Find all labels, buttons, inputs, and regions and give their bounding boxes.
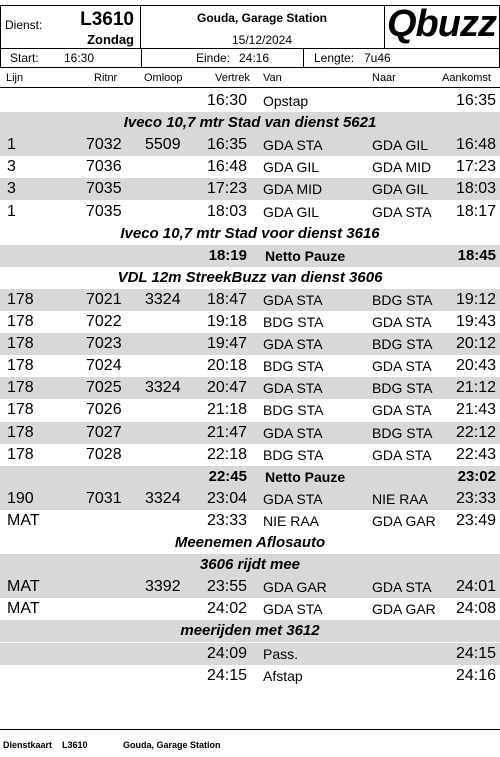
start-label: Start:	[10, 51, 39, 65]
lengte-label: Lengte:	[314, 51, 355, 65]
cell-van: GDA GAR	[263, 579, 327, 595]
start-value: 16:30	[64, 51, 95, 65]
cell-ritnr: 7036	[86, 158, 122, 175]
cell-ritnr: 7028	[86, 446, 122, 463]
cell-van: GDA GIL	[263, 204, 320, 220]
table-row	[0, 178, 500, 200]
col-lijn: Lijn	[6, 72, 24, 84]
pause-label: Netto Pauze	[265, 248, 346, 264]
cell-omloop: 3324	[145, 490, 181, 507]
cell-aankomst: 19:43	[455, 313, 496, 330]
footer-label: Dienstkaart	[3, 740, 53, 750]
cell-ritnr: 7023	[86, 335, 122, 352]
pause-end: 23:02	[457, 468, 496, 485]
cell-aankomst: 23:49	[455, 512, 496, 529]
cell-naar: GDA GAR	[372, 601, 436, 617]
cell-lijn: 190	[7, 490, 34, 507]
cell-lijn: 3	[7, 158, 16, 175]
cell-lijn: 178	[7, 446, 34, 463]
table-row	[0, 422, 500, 444]
cell-omloop: 5509	[145, 136, 181, 153]
cell-van: GDA STA	[263, 137, 323, 153]
col-vertrek: Vertrek	[215, 72, 250, 84]
cell-aankomst: 21:43	[455, 401, 496, 418]
col-naar: Naar	[372, 72, 396, 84]
cell-omloop: 3392	[145, 578, 181, 595]
cell-ritnr: 7022	[86, 313, 122, 330]
table-row	[0, 510, 500, 532]
cell-ritnr: 7031	[86, 490, 122, 507]
cell-ritnr: 7027	[86, 424, 122, 441]
cell-lijn: 178	[7, 335, 34, 352]
cell-aankomst: 22:43	[455, 446, 496, 463]
cell-vertrek: 18:47	[206, 291, 247, 308]
table-row	[0, 156, 500, 178]
cell-naar: BDG STA	[372, 380, 433, 396]
cell-vertrek: 17:23	[206, 180, 247, 197]
cell-omloop: 3324	[145, 291, 181, 308]
col-ritnr: Ritnr	[94, 72, 118, 84]
table-row	[0, 201, 500, 223]
col-aankomst: Aankomst	[442, 72, 491, 84]
pause-label: Netto Pauze	[265, 469, 346, 485]
cell-van: BDG STA	[263, 314, 324, 330]
cell-lijn: MAT	[7, 512, 40, 529]
cell-ritnr: 7035	[86, 180, 122, 197]
pause-start: 18:19	[208, 247, 247, 264]
cell-naar: GDA STA	[372, 204, 432, 220]
cell-aankomst: 17:23	[455, 158, 496, 175]
table-row	[0, 289, 500, 311]
lengte-value: 7u46	[364, 51, 391, 65]
table-row	[0, 444, 500, 466]
cell-van: GDA STA	[263, 336, 323, 352]
cell-aankomst: 20:12	[455, 335, 496, 352]
pause-row	[0, 466, 500, 488]
cell-naar: NIE RAA	[372, 491, 429, 507]
cell-aankomst: 23:33	[455, 490, 496, 507]
table-row	[0, 377, 500, 399]
cell-vertrek: 16:35	[206, 136, 247, 153]
cell-aankomst: 24:01	[455, 578, 496, 595]
cell-lijn: 1	[7, 203, 16, 220]
cell-vertrek: 23:55	[206, 578, 247, 595]
cell-aankomst: 18:17	[455, 203, 496, 220]
cell-aankomst: 19:12	[455, 291, 496, 308]
cell-vertrek: 24:02	[206, 600, 247, 617]
section-title: VDL 12m StreekBuzz van dienst 3606	[117, 269, 383, 286]
cell-lijn: MAT	[7, 600, 40, 617]
cell-naar: BDG STA	[372, 292, 433, 308]
day-label: Zondag	[87, 32, 134, 47]
section-title: Iveco 10,7 mtr Stad van dienst 5621	[123, 114, 377, 131]
cell-vertrek: 21:47	[206, 424, 247, 441]
cell-naar: GDA GAR	[372, 513, 436, 529]
cell-naar: BDG STA	[372, 336, 433, 352]
cell-ritnr: 7024	[86, 357, 122, 374]
cell-aankomst: 24:16	[455, 667, 496, 684]
qbuzz-logo: Qbuzz	[387, 3, 496, 45]
pause-start: 22:45	[208, 468, 247, 485]
cell-aankomst: 21:12	[455, 379, 496, 396]
cell-van: Afstap	[263, 668, 303, 684]
footer-location: Gouda, Garage Station	[123, 740, 221, 750]
cell-lijn: MAT	[7, 578, 40, 595]
cell-vertrek: 19:47	[206, 335, 247, 352]
cell-van: Pass.	[263, 646, 299, 662]
footer	[0, 729, 500, 757]
table-row	[0, 576, 500, 598]
col-omloop: Omloop	[144, 72, 183, 84]
table-row	[0, 134, 500, 156]
section-header	[0, 532, 500, 554]
cell-lijn: 178	[7, 291, 34, 308]
schedule-table	[0, 90, 500, 710]
cell-lijn: 178	[7, 357, 34, 374]
table-row	[0, 643, 500, 665]
cell-aankomst: 18:03	[455, 180, 496, 197]
cell-lijn: 178	[7, 379, 34, 396]
divider	[141, 49, 142, 67]
table-row	[0, 399, 500, 421]
section-title: Iveco 10,7 mtr Stad voor dienst 3616	[120, 225, 380, 242]
cell-lijn: 178	[7, 313, 34, 330]
section-title: 3606 rijdt mee	[199, 556, 301, 573]
table-row	[0, 665, 500, 687]
cell-naar: GDA STA	[372, 579, 432, 595]
location-title: Gouda, Garage Station	[196, 11, 328, 25]
cell-lijn: 3	[7, 180, 16, 197]
location-box	[140, 5, 385, 49]
section-header	[0, 112, 500, 134]
cell-vertrek: 23:33	[206, 512, 247, 529]
cell-van: GDA STA	[263, 601, 323, 617]
cell-ritnr: 7025	[86, 379, 122, 396]
pause-end: 18:45	[457, 247, 496, 264]
cell-naar: GDA MID	[372, 159, 432, 175]
cell-vertrek: 21:18	[206, 401, 247, 418]
einde-value: 24:16	[239, 51, 270, 65]
cell-ritnr: 7021	[86, 291, 122, 308]
cell-van: GDA GIL	[263, 159, 320, 175]
cell-lijn: 178	[7, 401, 34, 418]
pause-row	[0, 245, 500, 267]
col-van: Van	[263, 72, 282, 84]
cell-naar: GDA GIL	[372, 137, 429, 153]
cell-vertrek: 23:04	[206, 490, 247, 507]
dienst-label: Dienst:	[5, 18, 43, 32]
cell-naar: GDA STA	[372, 402, 432, 418]
table-row	[0, 598, 500, 620]
cell-van: GDA STA	[263, 380, 323, 396]
cell-vertrek: 18:03	[206, 203, 247, 220]
divider	[303, 49, 304, 67]
table-row	[0, 333, 500, 355]
logo-box	[384, 5, 500, 49]
einde-label: Einde:	[196, 51, 231, 65]
cell-vertrek: 16:30	[206, 92, 247, 109]
table-row	[0, 488, 500, 510]
cell-ritnr: 7032	[86, 136, 122, 153]
cell-lijn: 178	[7, 424, 34, 441]
dienst-code: L3610	[80, 9, 134, 30]
column-header-row	[0, 69, 500, 88]
cell-naar: GDA STA	[372, 447, 432, 463]
table-row	[0, 355, 500, 377]
footer-code: L3610	[62, 740, 88, 750]
cell-van: GDA MID	[263, 181, 323, 197]
cell-van: GDA STA	[263, 292, 323, 308]
cell-vertrek: 16:48	[206, 158, 247, 175]
cell-naar: GDA STA	[372, 358, 432, 374]
section-header	[0, 620, 500, 642]
dienst-box	[0, 5, 141, 49]
cell-lijn: 1	[7, 136, 16, 153]
cell-naar: GDA GIL	[372, 181, 429, 197]
cell-van: BDG STA	[263, 358, 324, 374]
cell-van: BDG STA	[263, 447, 324, 463]
cell-vertrek: 24:15	[206, 667, 247, 684]
section-title: Meenemen Aflosauto	[174, 534, 326, 551]
cell-ritnr: 7026	[86, 401, 122, 418]
cell-aankomst: 22:12	[455, 424, 496, 441]
cell-van: Opstap	[263, 93, 309, 109]
cell-aankomst: 24:15	[455, 645, 496, 662]
cell-vertrek: 24:09	[206, 645, 247, 662]
table-row	[0, 311, 500, 333]
section-header	[0, 267, 500, 289]
cell-aankomst: 20:43	[455, 357, 496, 374]
date-label: 15/12/2024	[231, 33, 293, 47]
cell-ritnr: 7035	[86, 203, 122, 220]
table-row	[0, 90, 500, 112]
section-header	[0, 554, 500, 576]
cell-van: BDG STA	[263, 402, 324, 418]
cell-omloop: 3324	[145, 379, 181, 396]
cell-van: NIE RAA	[263, 513, 320, 529]
cell-vertrek: 19:18	[206, 313, 247, 330]
cell-aankomst: 16:35	[455, 92, 496, 109]
section-header	[0, 223, 500, 245]
cell-vertrek: 22:18	[206, 446, 247, 463]
cell-van: GDA STA	[263, 491, 323, 507]
cell-vertrek: 20:47	[206, 379, 247, 396]
cell-aankomst: 24:08	[455, 600, 496, 617]
cell-van: GDA STA	[263, 425, 323, 441]
times-bar	[0, 48, 500, 68]
cell-naar: GDA STA	[372, 314, 432, 330]
cell-naar: BDG STA	[372, 425, 433, 441]
cell-aankomst: 16:48	[455, 136, 496, 153]
cell-vertrek: 20:18	[206, 357, 247, 374]
section-title: meerijden met 3612	[180, 622, 320, 639]
